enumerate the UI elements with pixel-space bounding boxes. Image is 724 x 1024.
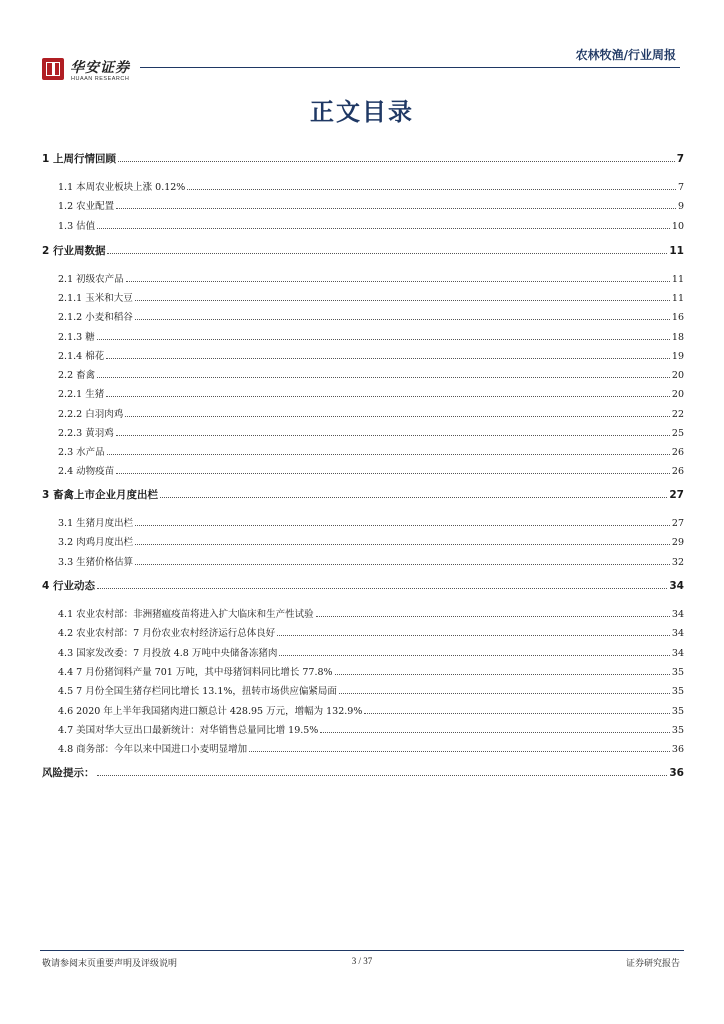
- toc-entry-title: 2.1.4 棉花: [58, 351, 105, 362]
- toc-entry-title: 1.1 本周农业板块上涨 0.12%: [58, 182, 186, 193]
- toc-dot-leader: [160, 488, 667, 498]
- toc-entry-title: 3.1 生猪月度出栏: [58, 518, 134, 529]
- toc-entry[interactable]: [58, 272, 684, 287]
- toc-entry-page: 7: [676, 153, 684, 165]
- toc-entry[interactable]: [58, 723, 684, 738]
- toc-entry[interactable]: [58, 646, 684, 661]
- toc-entry-page: 19: [671, 351, 684, 362]
- toc-entry-page: 27: [669, 489, 684, 501]
- toc-entry-title: 4.2 农业农村部：7 月份农业农村经济运行总体良好: [58, 628, 276, 639]
- toc-entry-page: 35: [671, 725, 684, 736]
- footer-report-type: 证券研究报告: [625, 959, 680, 969]
- toc-entry-page: 20: [671, 389, 684, 400]
- toc-entry-page: 16: [671, 312, 684, 323]
- toc-entry-title: 4.4 7 月份猪饲料产量 701 万吨，其中母猪饲料同比增长 77.8%: [58, 667, 333, 678]
- toc-entry-title: 1.3 估值: [58, 221, 96, 232]
- toc-entry-page: 7: [677, 182, 684, 193]
- toc-entry[interactable]: [42, 152, 684, 166]
- footer-disclaimer: 敬请参阅末页重要声明及评级说明: [42, 959, 178, 969]
- toc-dot-leader: [339, 684, 670, 694]
- toc-dot-leader: [320, 723, 670, 733]
- toc-entry-title: 2.1.1 玉米和大豆: [58, 293, 133, 304]
- toc-entry-page: 11: [671, 293, 684, 304]
- toc-entry[interactable]: [58, 555, 684, 570]
- toc-entry-title: 2.1.3 糖: [58, 332, 95, 343]
- toc-entry-title: 4 行业动态: [42, 580, 95, 592]
- toc-entry-title: 2 行业周数据: [42, 245, 106, 257]
- toc-entry-page: 35: [671, 667, 684, 678]
- toc-entry-page: 18: [671, 332, 684, 343]
- toc-entry[interactable]: [42, 244, 684, 258]
- toc-entry-page: 27: [671, 518, 684, 529]
- toc-entry-page: 34: [669, 580, 684, 592]
- toc-entry-title: 2.3 水产品: [58, 447, 105, 458]
- toc-entry-title: 2.2.1 生猪: [58, 389, 105, 400]
- toc-dot-leader: [116, 199, 676, 209]
- footer-page-number: 3 / 37: [351, 956, 373, 966]
- toc-dot-leader: [97, 219, 670, 229]
- toc-dot-leader: [249, 742, 670, 752]
- toc-dot-leader: [118, 152, 675, 162]
- toc-dot-leader: [97, 579, 667, 589]
- toc-entry-title: 4.6 2020 年上半年我国猪肉进口额总计 428.95 万元，增幅为 132.9%: [58, 706, 363, 717]
- toc-dot-leader: [135, 516, 670, 526]
- toc-dot-leader: [107, 244, 667, 254]
- page-header: [40, 40, 684, 90]
- toc-dot-leader: [135, 310, 670, 320]
- toc-entry[interactable]: [42, 766, 684, 780]
- header-divider: [140, 67, 680, 68]
- toc-dot-leader: [97, 368, 670, 378]
- toc-entry[interactable]: [58, 516, 684, 531]
- toc-entry-title: 1.2 农业配置: [58, 201, 115, 212]
- toc-entry-page: 22: [671, 409, 684, 420]
- logo-chinese-name: 华安证券: [70, 60, 130, 76]
- toc-entry[interactable]: [58, 387, 684, 402]
- toc-entry-title: 3 畜禽上市企业月度出栏: [42, 489, 158, 501]
- toc-entry-title: 2.2 畜禽: [58, 370, 96, 381]
- toc-dot-leader: [187, 180, 676, 190]
- toc-dot-leader: [135, 535, 670, 545]
- toc-entry-page: 11: [671, 274, 684, 285]
- toc-dot-leader: [316, 607, 670, 617]
- toc-dot-leader: [335, 665, 670, 675]
- toc-entry-title: 4.5 7 月份全国生猪存栏同比增长 13.1%，扭转市场供应偏紧局面: [58, 686, 337, 697]
- toc-entry-page: 35: [671, 686, 684, 697]
- toc-dot-leader: [126, 272, 670, 282]
- report-category: 农林牧渔/行业周报: [575, 48, 676, 62]
- toc-entry[interactable]: [58, 349, 684, 364]
- toc-entry-page: 25: [671, 428, 684, 439]
- toc-entry[interactable]: [58, 426, 684, 441]
- toc-entry-page: 11: [669, 245, 684, 257]
- page-title: 正文目录: [310, 98, 414, 126]
- toc-entry[interactable]: [58, 704, 684, 719]
- toc-dot-leader: [116, 426, 670, 436]
- toc-entry-page: 32: [671, 557, 684, 568]
- toc-entry-title: 4.8 商务部：今年以来中国进口小麦明显增加: [58, 744, 248, 755]
- toc-dot-leader: [364, 704, 670, 714]
- toc-entry-page: 10: [671, 221, 684, 232]
- toc-entry[interactable]: [58, 291, 684, 306]
- toc-entry[interactable]: [58, 330, 684, 345]
- toc-entry-title: 2.2.2 白羽肉鸡: [58, 409, 124, 420]
- toc-entry-page: 26: [671, 447, 684, 458]
- toc-entry-title: 3.3 生猪价格估算: [58, 557, 134, 568]
- huaan-seal-logo-icon: [42, 58, 64, 80]
- toc-entry-page: 20: [671, 370, 684, 381]
- toc-entry-title: 1 上周行情回顾: [42, 153, 116, 165]
- toc-entry[interactable]: [58, 368, 684, 383]
- toc-entry-page: 29: [671, 537, 684, 548]
- toc-entry-title: 2.4 动物疫苗: [58, 466, 115, 477]
- toc-entry-page: 35: [671, 706, 684, 717]
- toc-entry[interactable]: [58, 607, 684, 622]
- toc-entry[interactable]: [58, 199, 684, 214]
- toc-entry[interactable]: [58, 684, 684, 699]
- toc-entry[interactable]: [58, 742, 684, 757]
- toc-entry-title: 4.7 美国对华大豆出口最新统计：对华销售总量同比增 19.5%: [58, 725, 319, 736]
- toc-entry[interactable]: [58, 407, 684, 422]
- toc-dot-leader: [97, 766, 668, 776]
- toc-entry-page: 36: [669, 767, 684, 779]
- toc-entry-title: 2.1 初级农产品: [58, 274, 124, 285]
- toc-entry[interactable]: [58, 464, 684, 479]
- toc-entry-page: 36: [671, 744, 684, 755]
- toc-entry-title: 4.3 国家发改委：7 月投放 4.8 万吨中央储备冻猪肉: [58, 648, 278, 659]
- toc-entry[interactable]: [58, 219, 684, 234]
- toc-dot-leader: [279, 646, 670, 656]
- toc-entry[interactable]: [58, 665, 684, 680]
- toc-dot-leader: [125, 407, 670, 417]
- toc-entry-title: 4.1 农业农村部：非洲猪瘟疫苗将进入扩大临床和生产性试验: [58, 609, 314, 620]
- toc-entry-title: 风险提示：: [42, 767, 95, 779]
- toc-dot-leader: [97, 330, 670, 340]
- toc-entry-page: 34: [671, 609, 684, 620]
- toc-entry-page: 34: [671, 628, 684, 639]
- toc-entry-page: 26: [671, 466, 684, 477]
- toc-entry[interactable]: [42, 488, 684, 502]
- toc-entry[interactable]: [42, 579, 684, 593]
- toc-entry[interactable]: [58, 626, 684, 641]
- toc-dot-leader: [106, 349, 670, 359]
- toc-dot-leader: [135, 555, 670, 565]
- toc-entry[interactable]: [58, 180, 684, 195]
- toc-dot-leader: [135, 291, 670, 301]
- toc-entry[interactable]: [58, 310, 684, 325]
- toc-entry-page: 9: [677, 201, 684, 212]
- toc-entry[interactable]: [58, 535, 684, 550]
- footer-divider: [40, 950, 684, 951]
- logo-english-name: HUAAN RESEARCH: [71, 76, 130, 82]
- toc-dot-leader: [107, 445, 670, 455]
- toc-entry-title: 2.1.2 小麦和稻谷: [58, 312, 133, 323]
- toc-entry-title: 2.2.3 黄羽鸡: [58, 428, 114, 439]
- toc-dot-leader: [106, 387, 670, 397]
- toc-dot-leader: [277, 626, 670, 636]
- toc-entry-page: 34: [671, 648, 684, 659]
- toc-dot-leader: [116, 464, 670, 474]
- toc-entry[interactable]: [58, 445, 684, 460]
- toc-entry-title: 3.2 肉鸡月度出栏: [58, 537, 134, 548]
